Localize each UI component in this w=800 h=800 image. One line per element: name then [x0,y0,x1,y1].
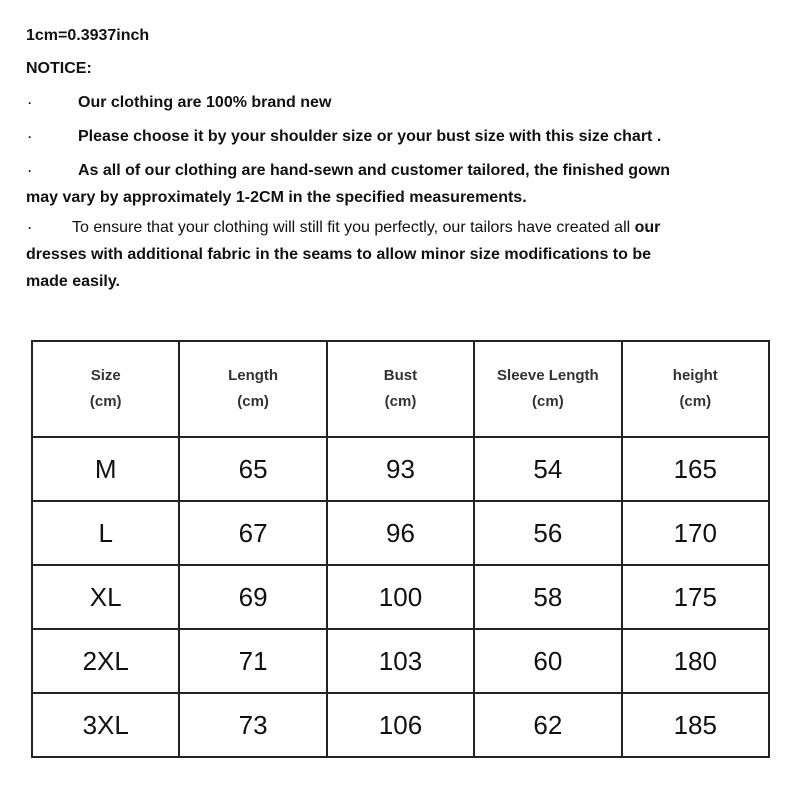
cell-size: XL [32,565,179,629]
cell-sleeve-length: 54 [474,437,621,501]
notice-item-text: Our clothing are 100% brand new [78,94,332,111]
notice-item-continuation: may vary by approximately 1-2CM in the specified measurements. [26,189,527,206]
notice-item-text-bold: our [630,219,661,236]
cell-size: L [32,501,179,565]
header-height: height (cm) [622,341,769,437]
cell-length: 69 [179,565,326,629]
bullet-icon: · [28,130,32,144]
table-row [32,437,769,501]
notice-item-continuation: made easily. [26,273,120,290]
cell-length: 71 [179,629,326,693]
header-size: Size (cm) [32,341,179,437]
table-row [32,565,769,629]
notice-item-text: Please choose it by your shoulder size or your bust size with this size chart . [78,128,662,145]
cell-height: 180 [622,629,769,693]
cell-height: 170 [622,501,769,565]
cell-bust: 96 [327,501,474,565]
notice-item-2 [26,125,766,149]
cell-sleeve-length: 58 [474,565,621,629]
unit-conversion: 1cm=0.3937inch [26,27,150,44]
notice-section [26,24,766,294]
cell-length: 67 [179,501,326,565]
cell-sleeve-length: 60 [474,629,621,693]
bullet-icon: · [28,96,32,110]
cell-bust: 106 [327,693,474,757]
table-row [32,501,769,565]
notice-item-text-normal: To ensure that your clothing will still fit you perfectly, our tailors have created all [72,219,631,236]
header-sleeve-length: Sleeve Length (cm) [474,341,621,437]
size-chart-table [31,340,770,758]
cell-length: 73 [179,693,326,757]
notice-item-continuation: dresses with additional fabric in the seams to allow minor size modifications to be [26,246,652,263]
header-bust: Bust (cm) [327,341,474,437]
table-header-row [32,341,769,437]
notice-item-4 [26,216,766,240]
cell-length: 65 [179,437,326,501]
cell-bust: 100 [327,565,474,629]
notice-item-text: As all of our clothing are hand-sewn and customer tailored, the finished gown [78,162,671,179]
cell-sleeve-length: 62 [474,693,621,757]
notice-item-text [72,216,660,240]
notice-item-1 [26,91,766,115]
cell-height: 185 [622,693,769,757]
bullet-icon: · [28,221,32,235]
cell-size: 3XL [32,693,179,757]
table-row [32,693,769,757]
cell-sleeve-length: 56 [474,501,621,565]
cell-bust: 93 [327,437,474,501]
bullet-icon: · [28,164,32,178]
header-length: Length (cm) [179,341,326,437]
notice-title: NOTICE: [26,60,92,77]
table-row [32,629,769,693]
cell-height: 175 [622,565,769,629]
cell-bust: 103 [327,629,474,693]
notice-item-3 [26,159,766,183]
cell-size: M [32,437,179,501]
cell-height: 165 [622,437,769,501]
cell-size: 2XL [32,629,179,693]
